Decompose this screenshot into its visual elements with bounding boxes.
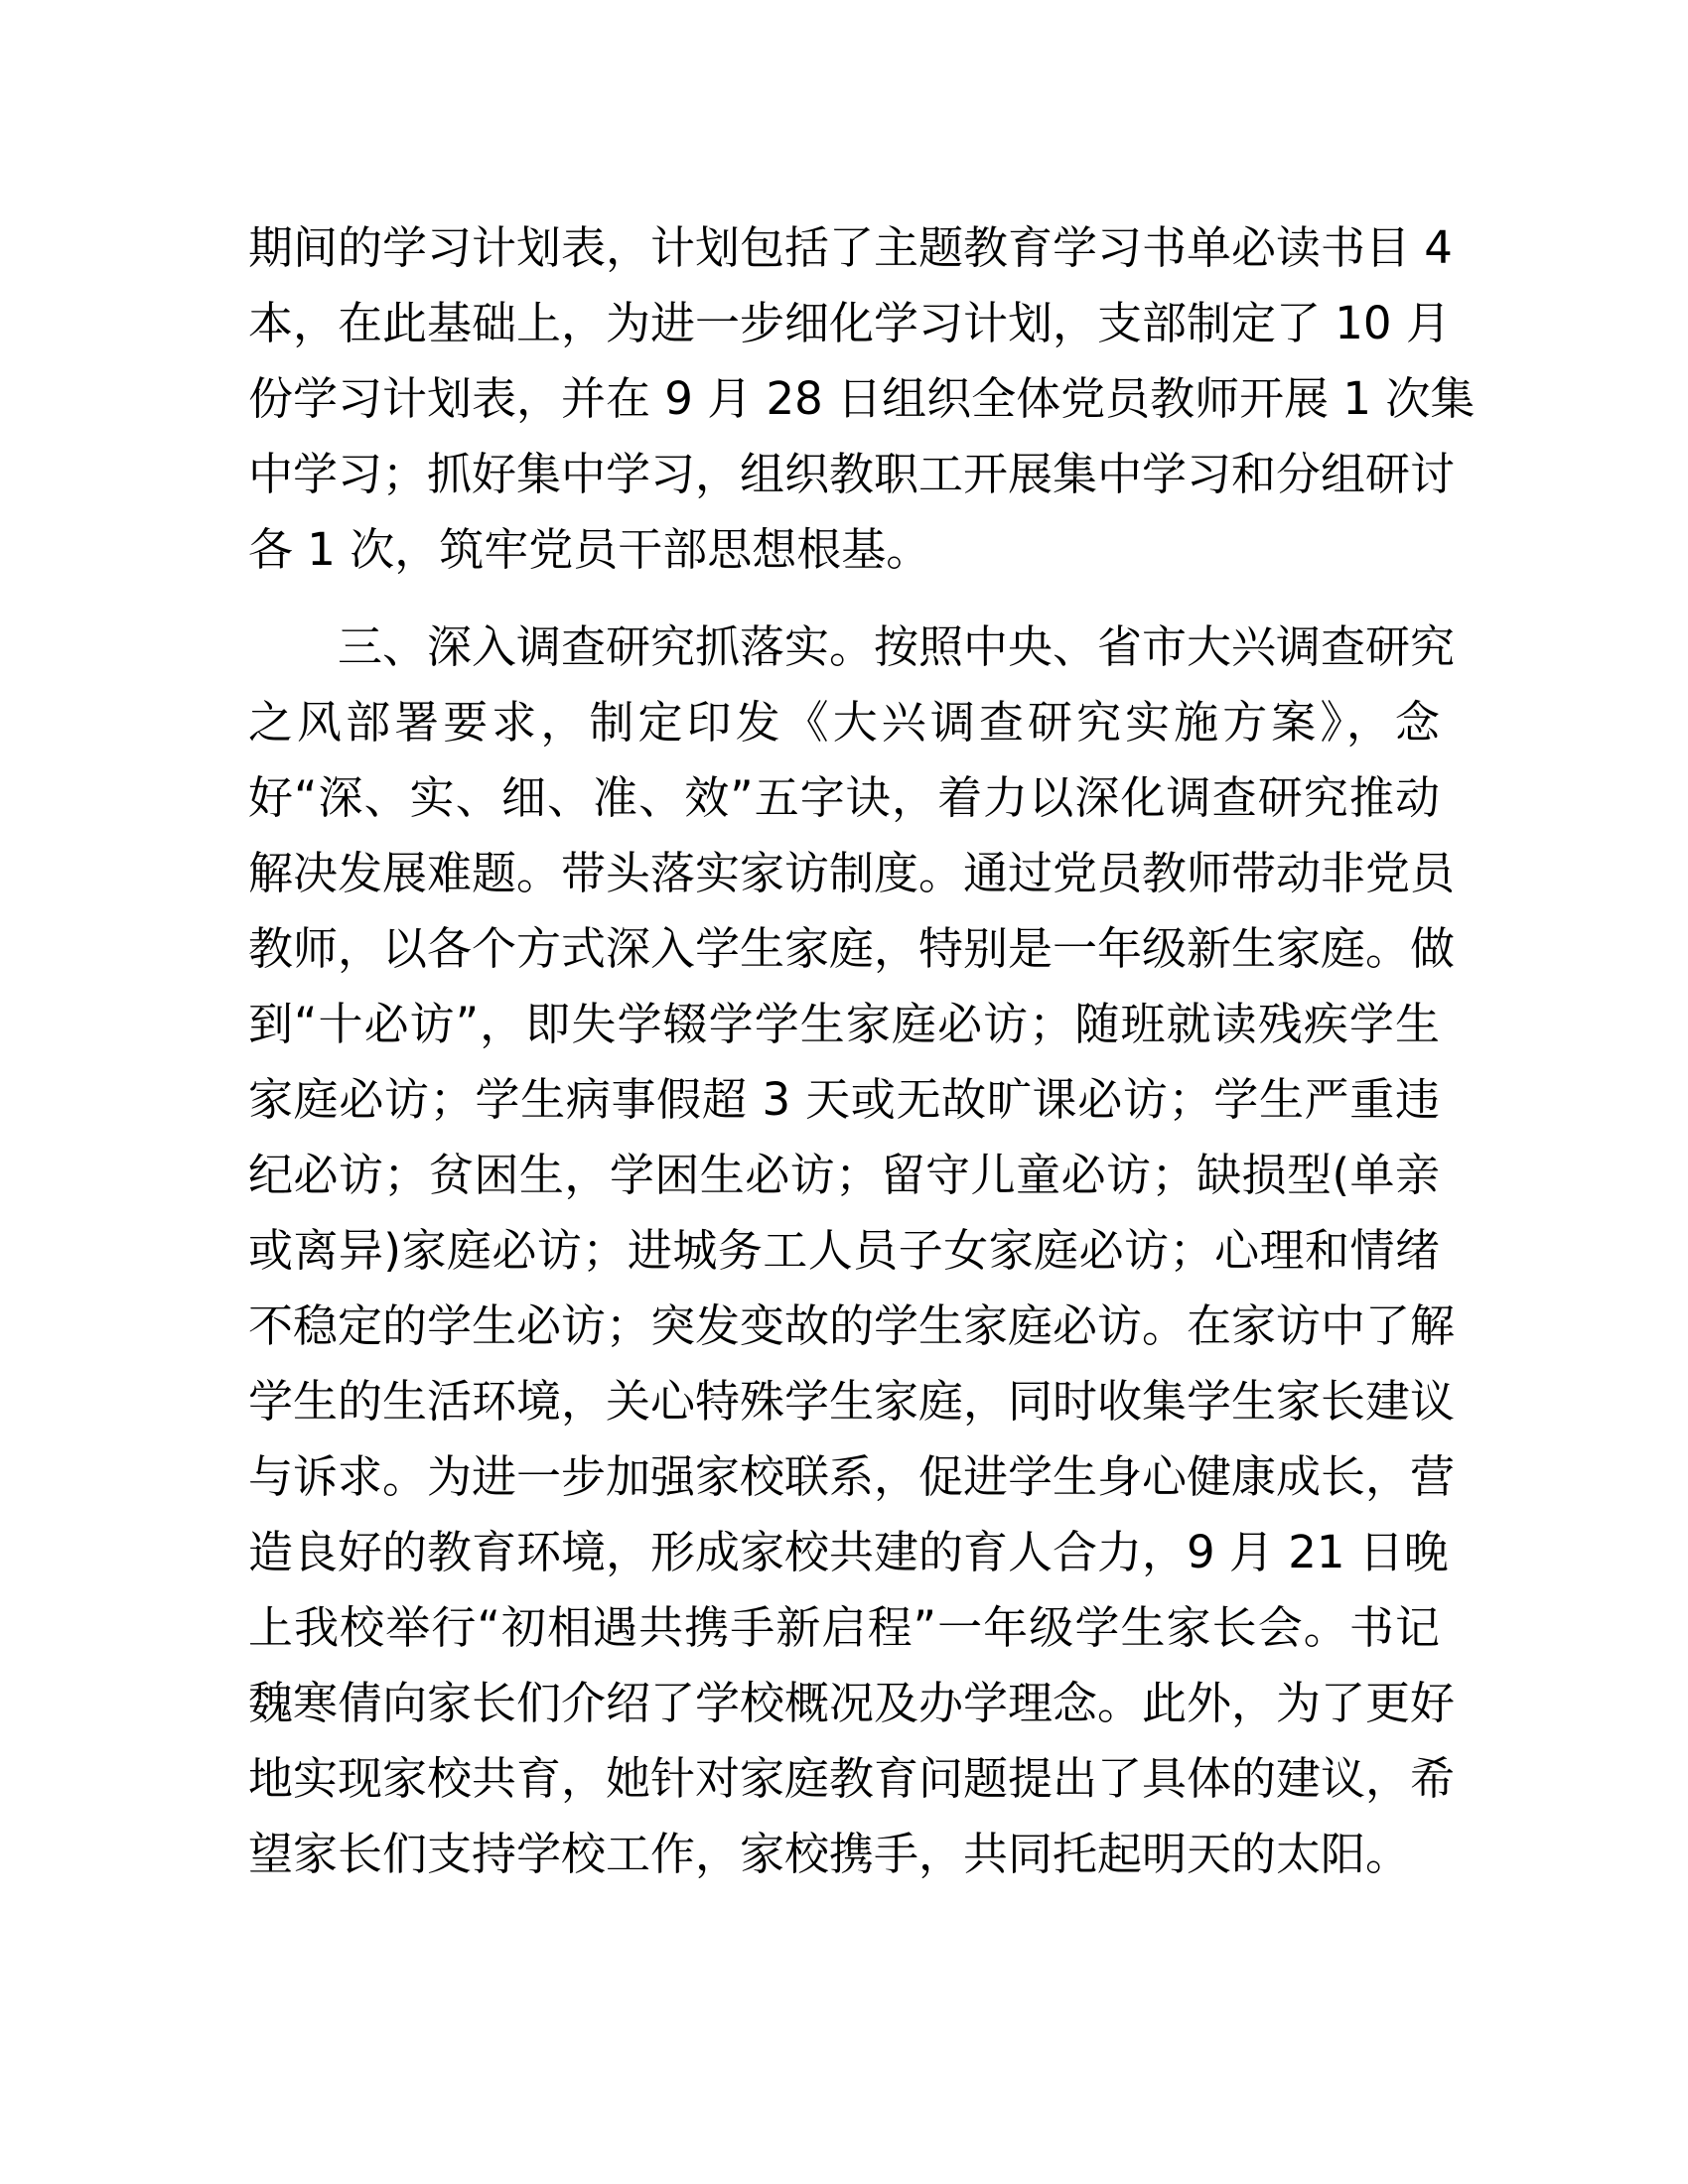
text-line: 魏寒倩向家长们介绍了学校概况及办学理念。此外，为了更好 bbox=[248, 1677, 1456, 1729]
text-line: 之风部署要求，制定印发《大兴调查研究实施方案》，念 bbox=[248, 696, 1440, 749]
text-line: 中学习；抓好集中学习，组织教职工开展集中学习和分组研讨 bbox=[248, 448, 1456, 500]
paragraph-1 bbox=[248, 210, 1476, 588]
text-line: 或离异)家庭必访；进城务工人员子女家庭必访；心理和情绪 bbox=[248, 1224, 1440, 1277]
text-line: 份学习计划表，并在 9 月 28 日组织全体党员教师开展 1 次集 bbox=[248, 372, 1476, 425]
text-line: 望家长们支持学校工作，家校携手，共同托起明天的太阳。 bbox=[248, 1828, 1411, 1880]
paragraph-gap bbox=[248, 588, 1440, 610]
text-line: 到“十必访”，即失学辍学学生家庭必访；随班就读残疾学生 bbox=[248, 998, 1440, 1050]
text-line: 教师，以各个方式深入学生家庭，特别是一年级新生家庭。做 bbox=[248, 922, 1456, 975]
paragraph-2 bbox=[248, 610, 1456, 1892]
text-line: 造良好的教育环境，形成家校共建的育人合力，9 月 21 日晚 bbox=[248, 1526, 1449, 1578]
text-line: 不稳定的学生必访；突发变故的学生家庭必访。在家访中了解 bbox=[248, 1299, 1456, 1352]
text-line: 解决发展难题。带头落实家访制度。通过党员教师带动非党员 bbox=[248, 847, 1456, 899]
text-line: 三、深入调查研究抓落实。按照中央、省市大兴调查研究 bbox=[248, 620, 1456, 673]
text-line: 地实现家校共育，她针对家庭教育问题提出了具体的建议，希 bbox=[248, 1752, 1456, 1805]
text-line: 与诉求。为进一步加强家校联系，促进学生身心健康成长，营 bbox=[248, 1450, 1456, 1503]
text-line: 家庭必访；学生病事假超 3 天或无故旷课必访；学生严重违 bbox=[248, 1073, 1440, 1126]
text-line: 好“深、实、细、准、效”五字诀，着力以深化调查研究推动 bbox=[248, 771, 1440, 824]
text-line: 本，在此基础上，为进一步细化学习计划，支部制定了 10 月 bbox=[248, 297, 1451, 349]
text-line: 各 1 次，筑牢党员干部思想根基。 bbox=[248, 523, 931, 576]
text-line: 学生的生活环境，关心特殊学生家庭，同时收集学生家长建议 bbox=[248, 1375, 1456, 1428]
text-line: 上我校举行“初相遇共携手新启程”一年级学生家长会。书记 bbox=[248, 1601, 1440, 1654]
text-line: 纪必访；贫困生，学困生必访；留守儿童必访；缺损型(单亲 bbox=[248, 1149, 1440, 1201]
text-line: 期间的学习计划表，计划包括了主题教育学习书单必读书目 4 bbox=[248, 221, 1453, 274]
body-text bbox=[248, 210, 1476, 1892]
